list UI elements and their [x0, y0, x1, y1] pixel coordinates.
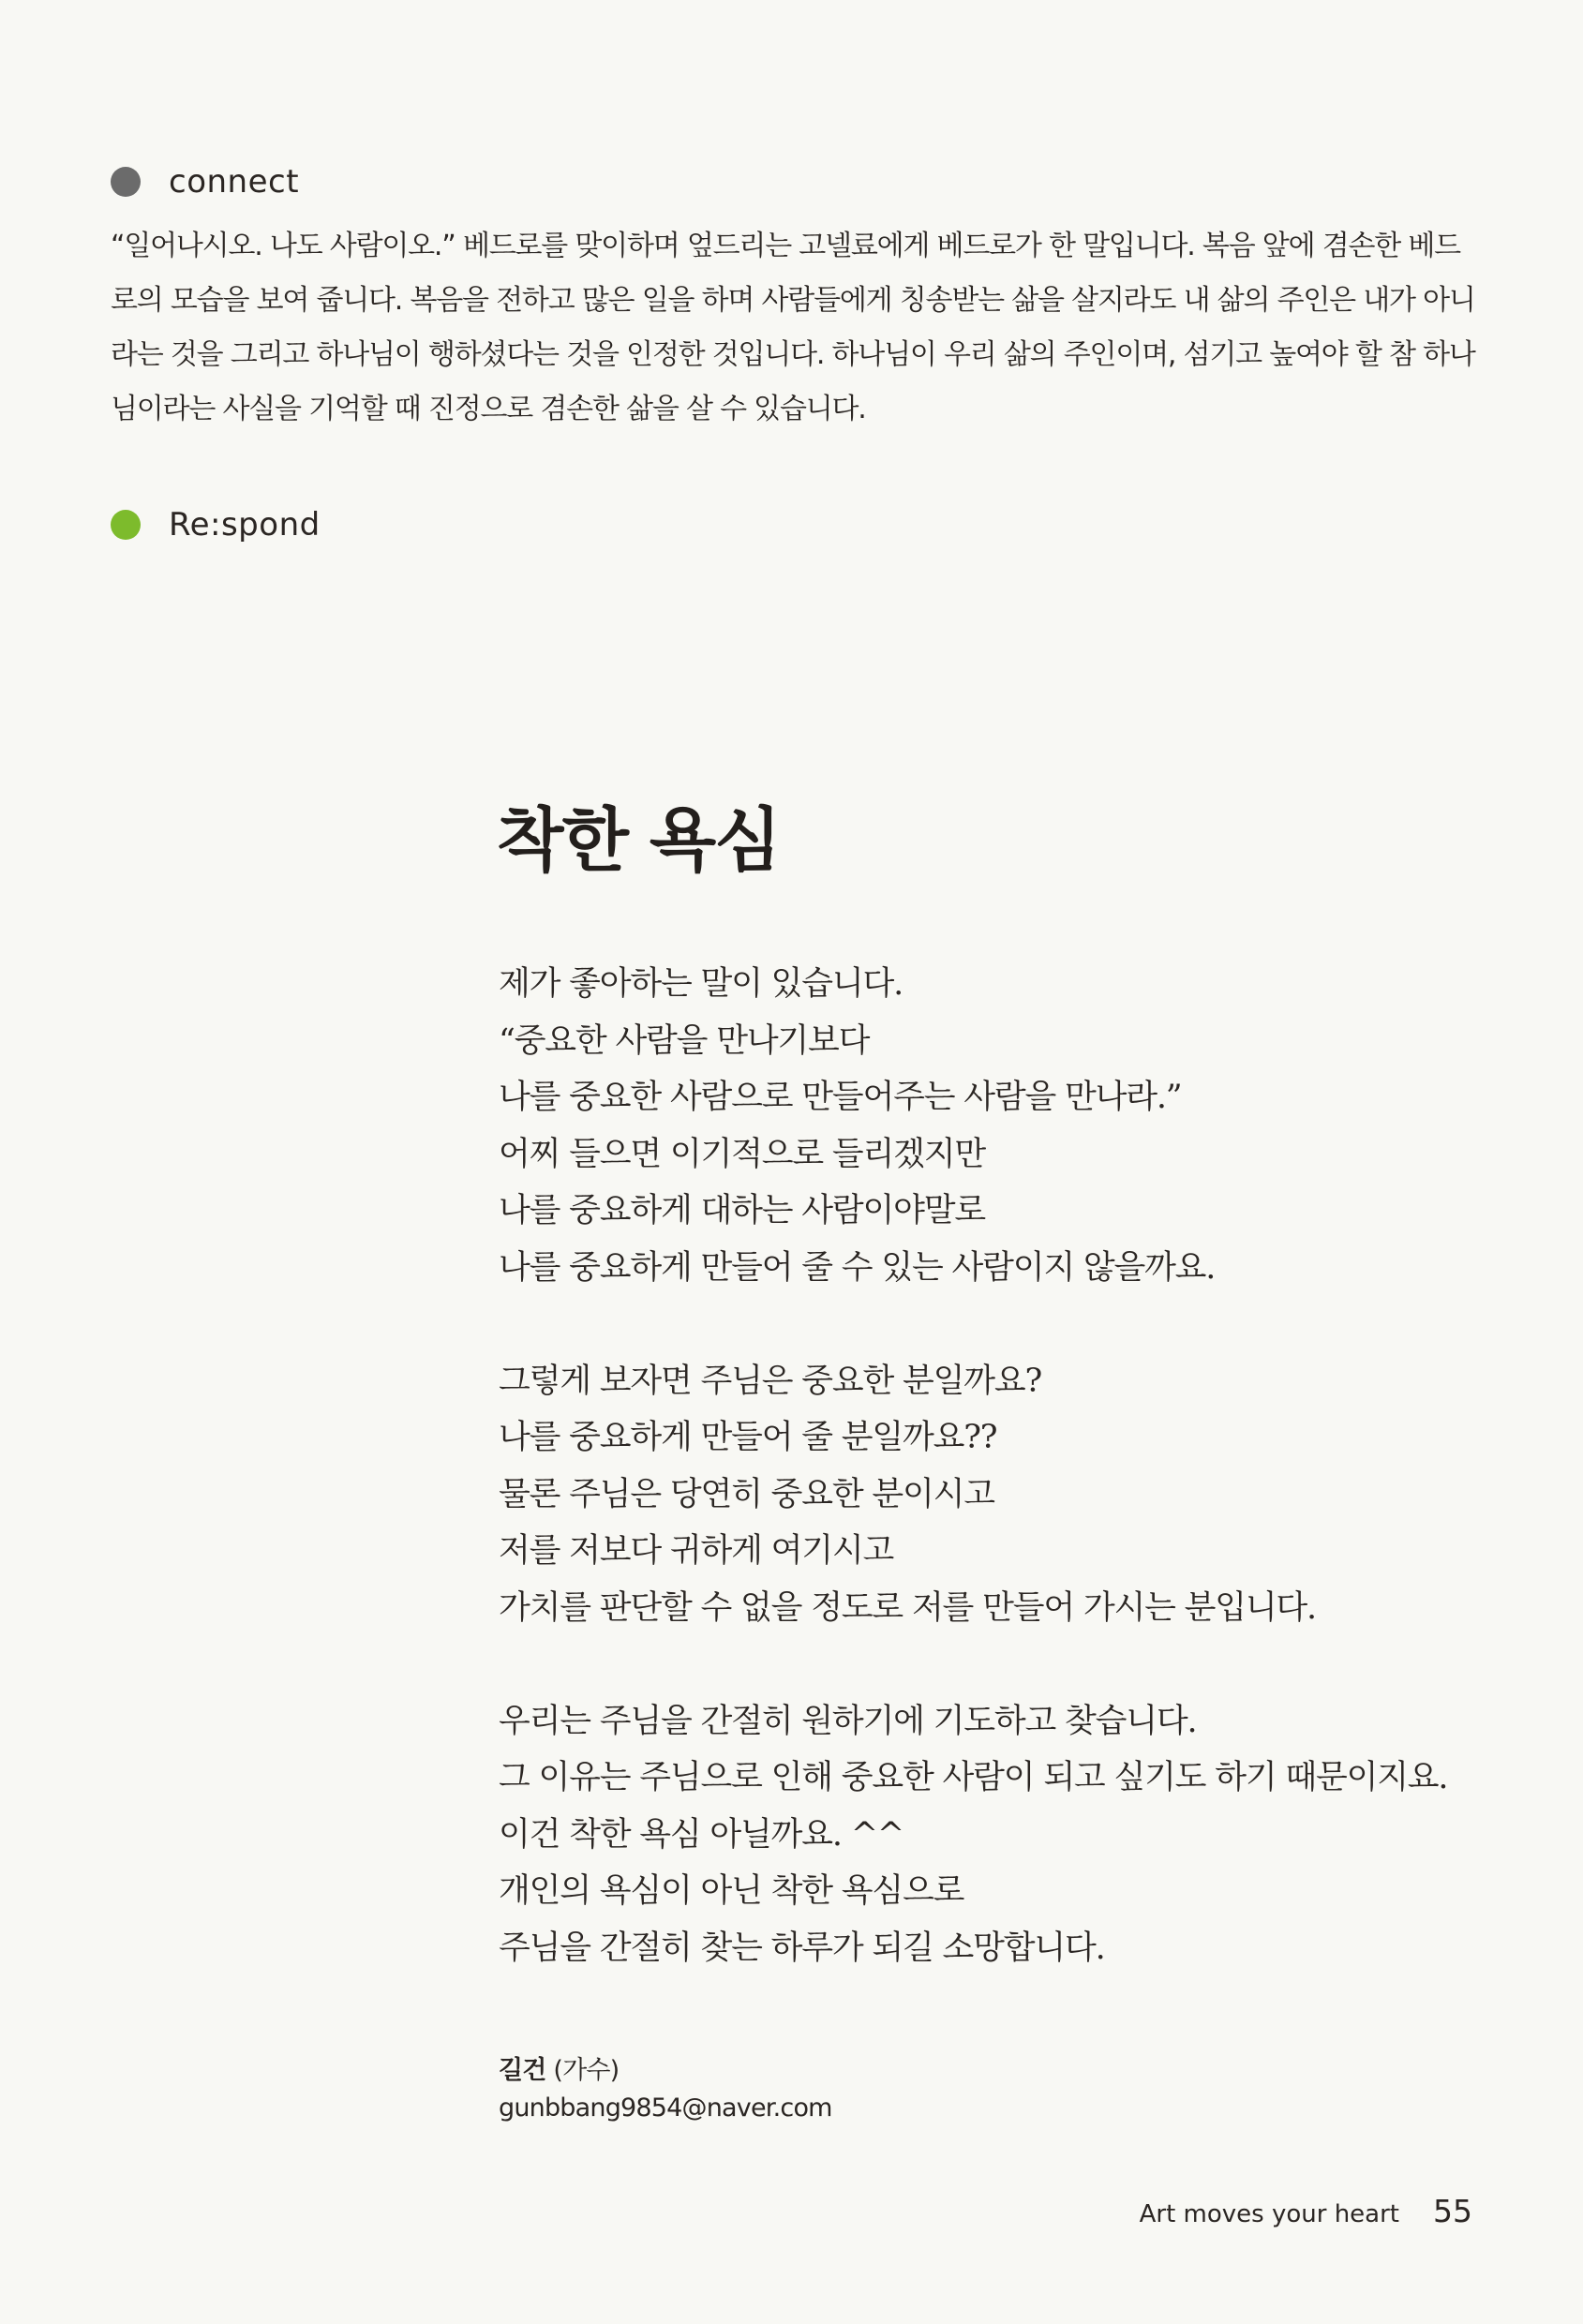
author-email: gunbbang9854@naver.com [499, 2093, 832, 2123]
poem-line: 그 이유는 주님으로 인해 중요한 사람이 되고 싶기도 하기 때문이지요. [499, 1759, 1448, 1796]
connect-title: connect [169, 163, 300, 201]
poem-body [499, 956, 1530, 1976]
connect-body-text: “일어나시오. 나도 사람이오.” 베드로를 맞이하며 엎드리는 고넬료에게 베드로가 한 말입니다. 복음 앞에 겸손한 베드로의 모습을 보여 줍니다. 복음을 전하고 많은 일을 하며 사람들에게 칭송받는 삶을 살지라도 내 삶의 주인은 내가 아니라는 것을 그리고 하나님이 행하셨다는 것을 인정한 것입니다. 하나님이 우리 삶의 주인이며, 섬기고 높여야 할 참 하나님이라는 사실을 기억할 때 진정으로 겸손한 삶을 살 수 있습니다. [111, 230, 1475, 425]
poem-stanza-1 [499, 956, 1530, 1296]
poem-stanza-2 [499, 1353, 1530, 1637]
poem-line: 나를 중요하게 대하는 사람이야말로 [499, 1192, 985, 1229]
poem-line: 가치를 판단할 수 없을 정도로 저를 만들어 가시는 분입니다. [499, 1588, 1316, 1627]
poem-line: 이건 착한 욕심 아닐까요. ^^ [499, 1815, 904, 1854]
author-role: (가수) [553, 2056, 620, 2085]
footer-tagline: Art moves your heart [1139, 2200, 1399, 2228]
author-info [499, 2052, 832, 2127]
poem-line: 그렇게 보자면 주님은 중요한 분일까요? [499, 1362, 1042, 1400]
poem-line: 저를 저보다 귀하게 여기시고 [499, 1532, 894, 1570]
poem-line: 어찌 들으면 이기적으로 들리겠지만 [499, 1135, 985, 1173]
respond-bullet-icon [111, 510, 141, 540]
author-name: 길건 [499, 2056, 546, 2085]
poem-title: 착한 욕심 [497, 800, 780, 881]
poem-line: 나를 중요한 사람으로 만들어주는 사람을 만나라.” [499, 1079, 1182, 1116]
poem-line: 제가 좋아하는 말이 있습니다. [499, 965, 904, 1003]
poem-line: 물론 주님은 당연히 중요한 분이시고 [499, 1475, 994, 1513]
page-number: 55 [1433, 2193, 1472, 2229]
poem-line: 나를 중요하게 만들어 줄 분일까요?? [499, 1419, 997, 1456]
poem-line: “중요한 사람을 만나기보다 [499, 1021, 870, 1060]
respond-section-header [111, 506, 321, 544]
connect-bullet-icon [111, 167, 141, 197]
poem-line: 주님을 간절히 찾는 하루가 되길 소망합니다. [499, 1929, 1105, 1967]
poem-stanza-3 [499, 1693, 1530, 1977]
poem-line: 나를 중요하게 만들어 줄 수 있는 사람이지 않을까요. [499, 1248, 1216, 1287]
connect-section-header [111, 163, 299, 201]
page-footer [1140, 2193, 1472, 2229]
poem-line: 개인의 욕심이 아닌 착한 욕심으로 [499, 1872, 964, 1910]
respond-title: Re:spond [169, 506, 321, 544]
poem-line: 우리는 주님을 간절히 원하기에 기도하고 찾습니다. [499, 1702, 1197, 1740]
